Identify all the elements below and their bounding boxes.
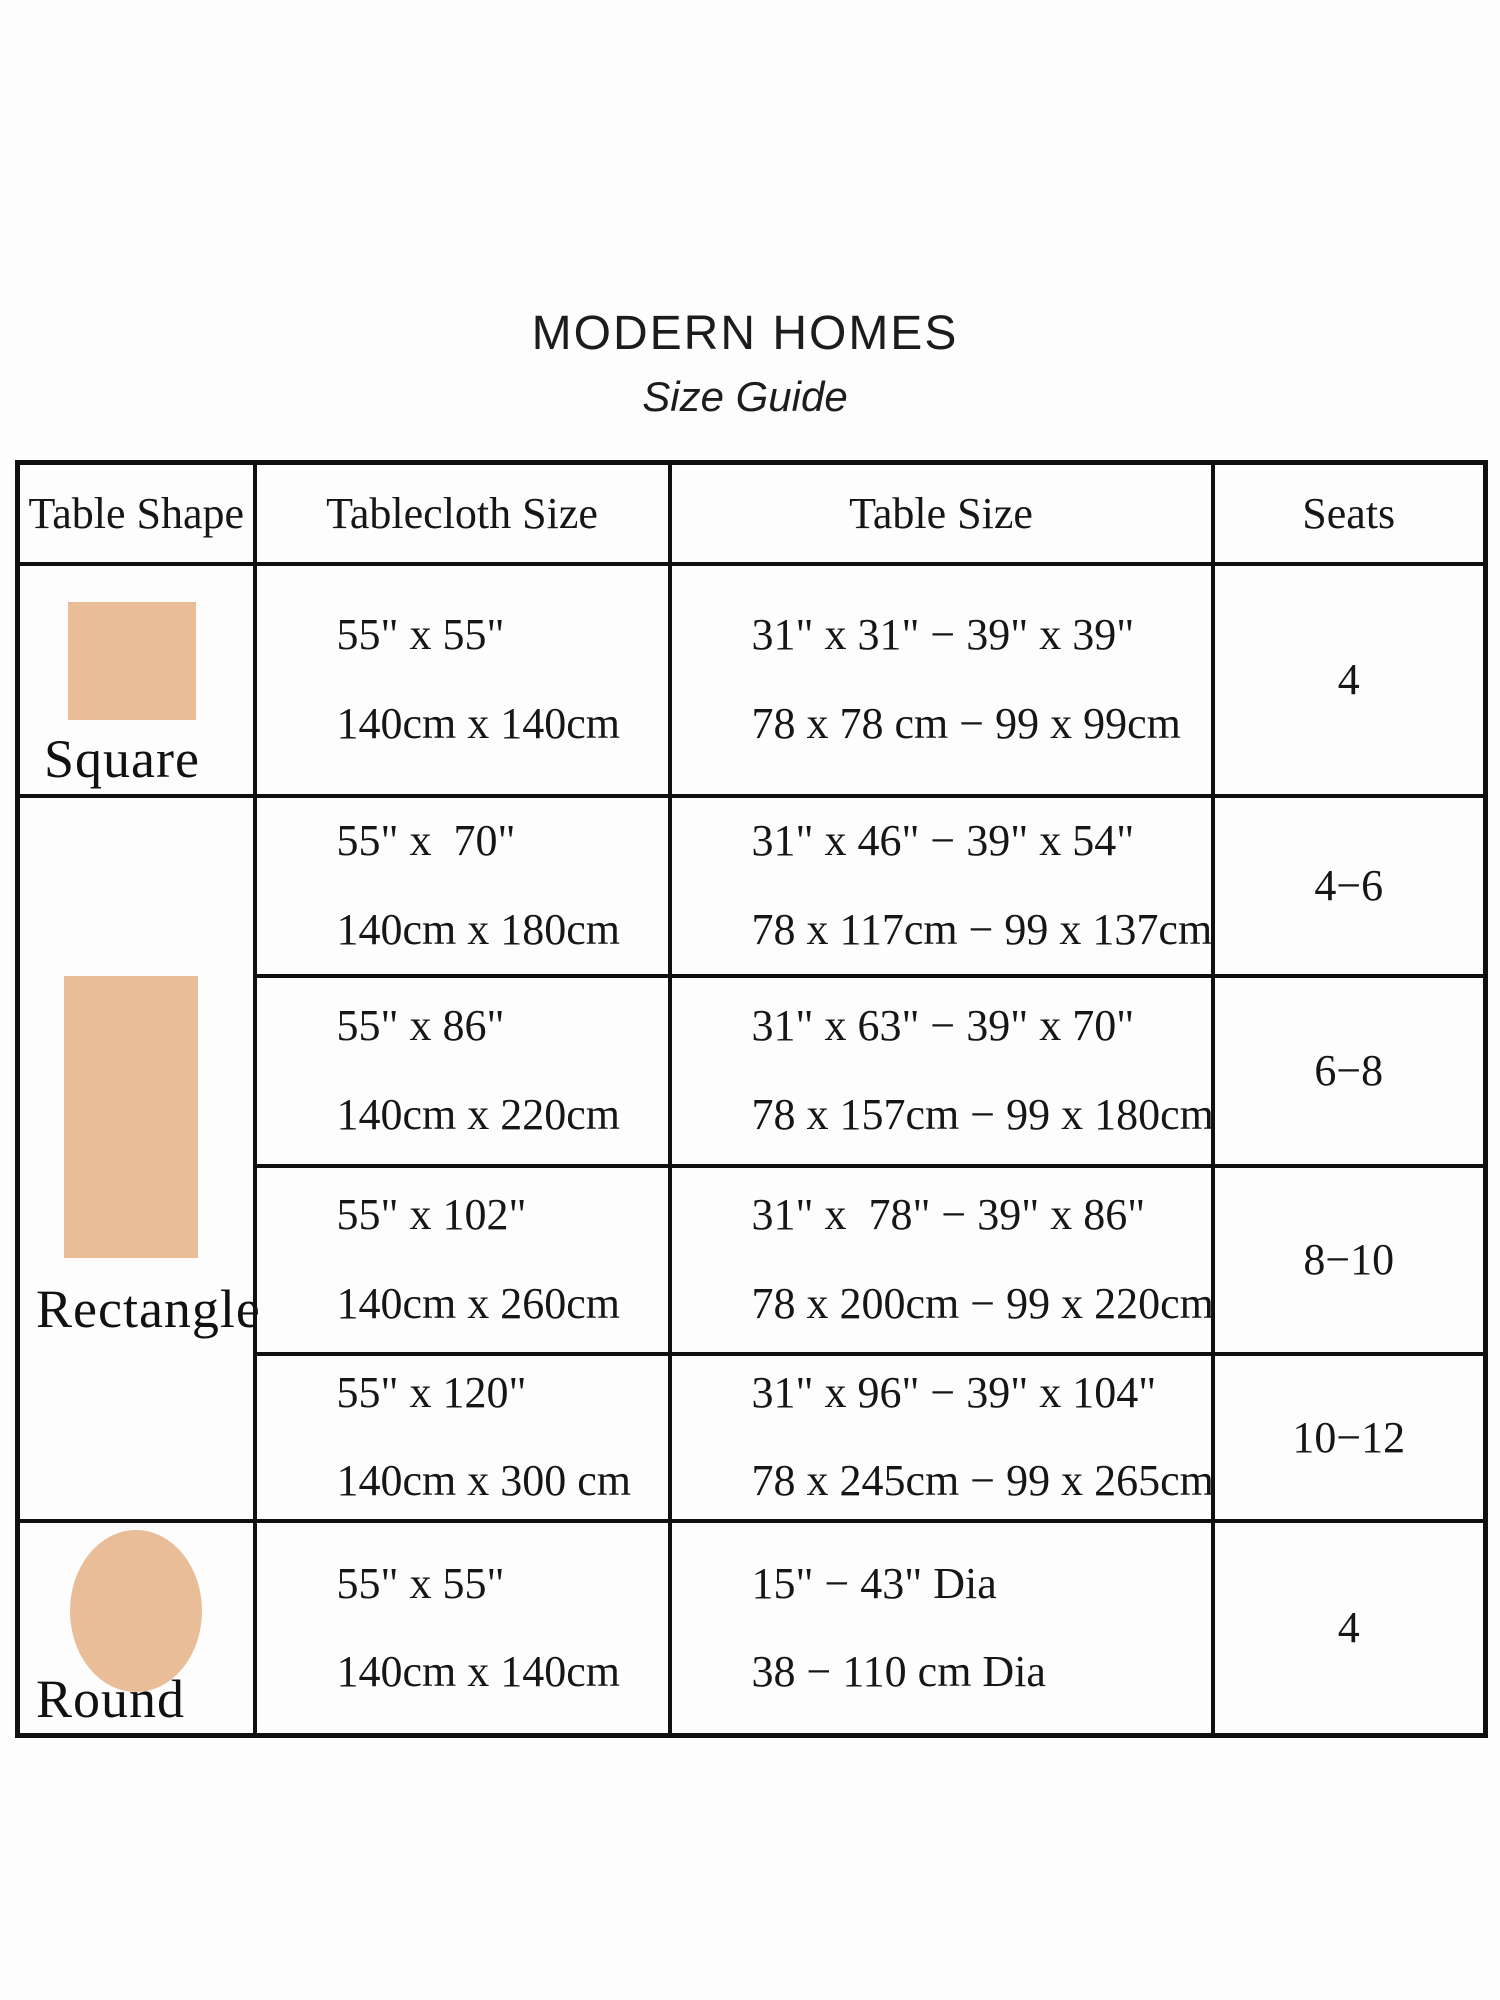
table-size-inches: 31" x 31" − 39" x 39" [751,610,1135,660]
tablecloth-size-cm: 140cm x 300 cm [336,1456,632,1505]
tablecloth-size-cell [255,1166,670,1354]
table-size-cell [670,1521,1213,1736]
seats-cell: 6−8 [1213,976,1486,1166]
rectangle-swatch-icon [64,976,198,1258]
column-header-table-shape: Table Shape [18,463,255,564]
tablecloth-size-inches: 55" x 55" [336,610,505,660]
shape-cell-square [18,564,255,796]
tablecloth-size-inches: 55" x 55" [336,1558,505,1608]
tablecloth-size-cell [255,796,670,976]
tablecloth-size-cm: 140cm x 180cm [336,904,621,954]
tablecloth-size-inches: 55" x 70" [336,816,516,866]
table-size-cm: 38 − 110 cm Dia [751,1646,1046,1696]
tablecloth-size-cell [255,1521,670,1736]
table-size-inches: 31" x 63" − 39" x 70" [751,1001,1135,1051]
table-row-rectangle-1 [18,796,1486,976]
seats-cell: 4−6 [1213,796,1486,976]
table-size-cell [670,564,1213,796]
seats-cell: 4 [1213,564,1486,796]
table-size-inches: 31" x 78" − 39" x 86" [751,1190,1146,1240]
tablecloth-size-cm: 140cm x 220cm [336,1089,621,1139]
tablecloth-size-inches: 55" x 102" [336,1190,527,1240]
column-header-tablecloth-size: Tablecloth Size [255,463,670,564]
table-size-cm: 78 x 157cm − 99 x 180cm [751,1089,1214,1139]
tablecloth-size-cm: 140cm x 260cm [336,1278,621,1328]
table-row-square [18,564,1486,796]
tablecloth-size-cell [255,976,670,1166]
seats-cell: 8−10 [1213,1166,1486,1354]
table-size-cell [670,1166,1213,1354]
tablecloth-size-cell [255,1354,670,1521]
size-guide-table [15,460,1488,1738]
table-size-cm: 78 x 200cm − 99 x 220cm [751,1278,1214,1328]
table-size-cm: 78 x 78 cm − 99 x 99cm [751,698,1181,748]
seats-cell: 4 [1213,1521,1486,1736]
table-size-inches: 15" − 43" Dia [751,1558,997,1608]
shape-cell-round [18,1521,255,1736]
table-size-cell [670,976,1213,1166]
table-row-round [18,1521,1486,1736]
page-subtitle: Size Guide [642,373,848,420]
shape-label-square: Square [44,729,200,790]
page-title: MODERN HOMES [531,307,959,360]
circle-swatch-icon [70,1530,202,1692]
tablecloth-size-inches: 55" x 86" [336,1001,505,1051]
shape-label-round: Round [36,1668,186,1729]
table-size-cm: 78 x 117cm − 99 x 137cm [751,904,1213,954]
square-swatch-icon [68,602,196,720]
shape-label-rectangle: Rectangle [36,1279,261,1340]
table-size-inches: 31" x 96" − 39" x 104" [751,1367,1157,1417]
table-header-row [18,463,1486,564]
table-size-cm: 78 x 245cm − 99 x 265cm [751,1456,1214,1505]
shape-cell-rectangle [18,796,261,1521]
column-header-table-size: Table Size [670,463,1213,564]
tablecloth-size-cm: 140cm x 140cm [336,1646,621,1696]
table-size-inches: 31" x 46" − 39" x 54" [751,816,1135,866]
title-block [0,307,1490,420]
tablecloth-size-cell [255,564,670,796]
table-size-cell [670,1354,1213,1521]
tablecloth-size-cm: 140cm x 140cm [336,698,621,748]
seats-cell: 10−12 [1213,1354,1486,1521]
column-header-seats: Seats [1213,463,1486,564]
tablecloth-size-inches: 55" x 120" [336,1367,527,1417]
table-size-cell [670,796,1213,976]
